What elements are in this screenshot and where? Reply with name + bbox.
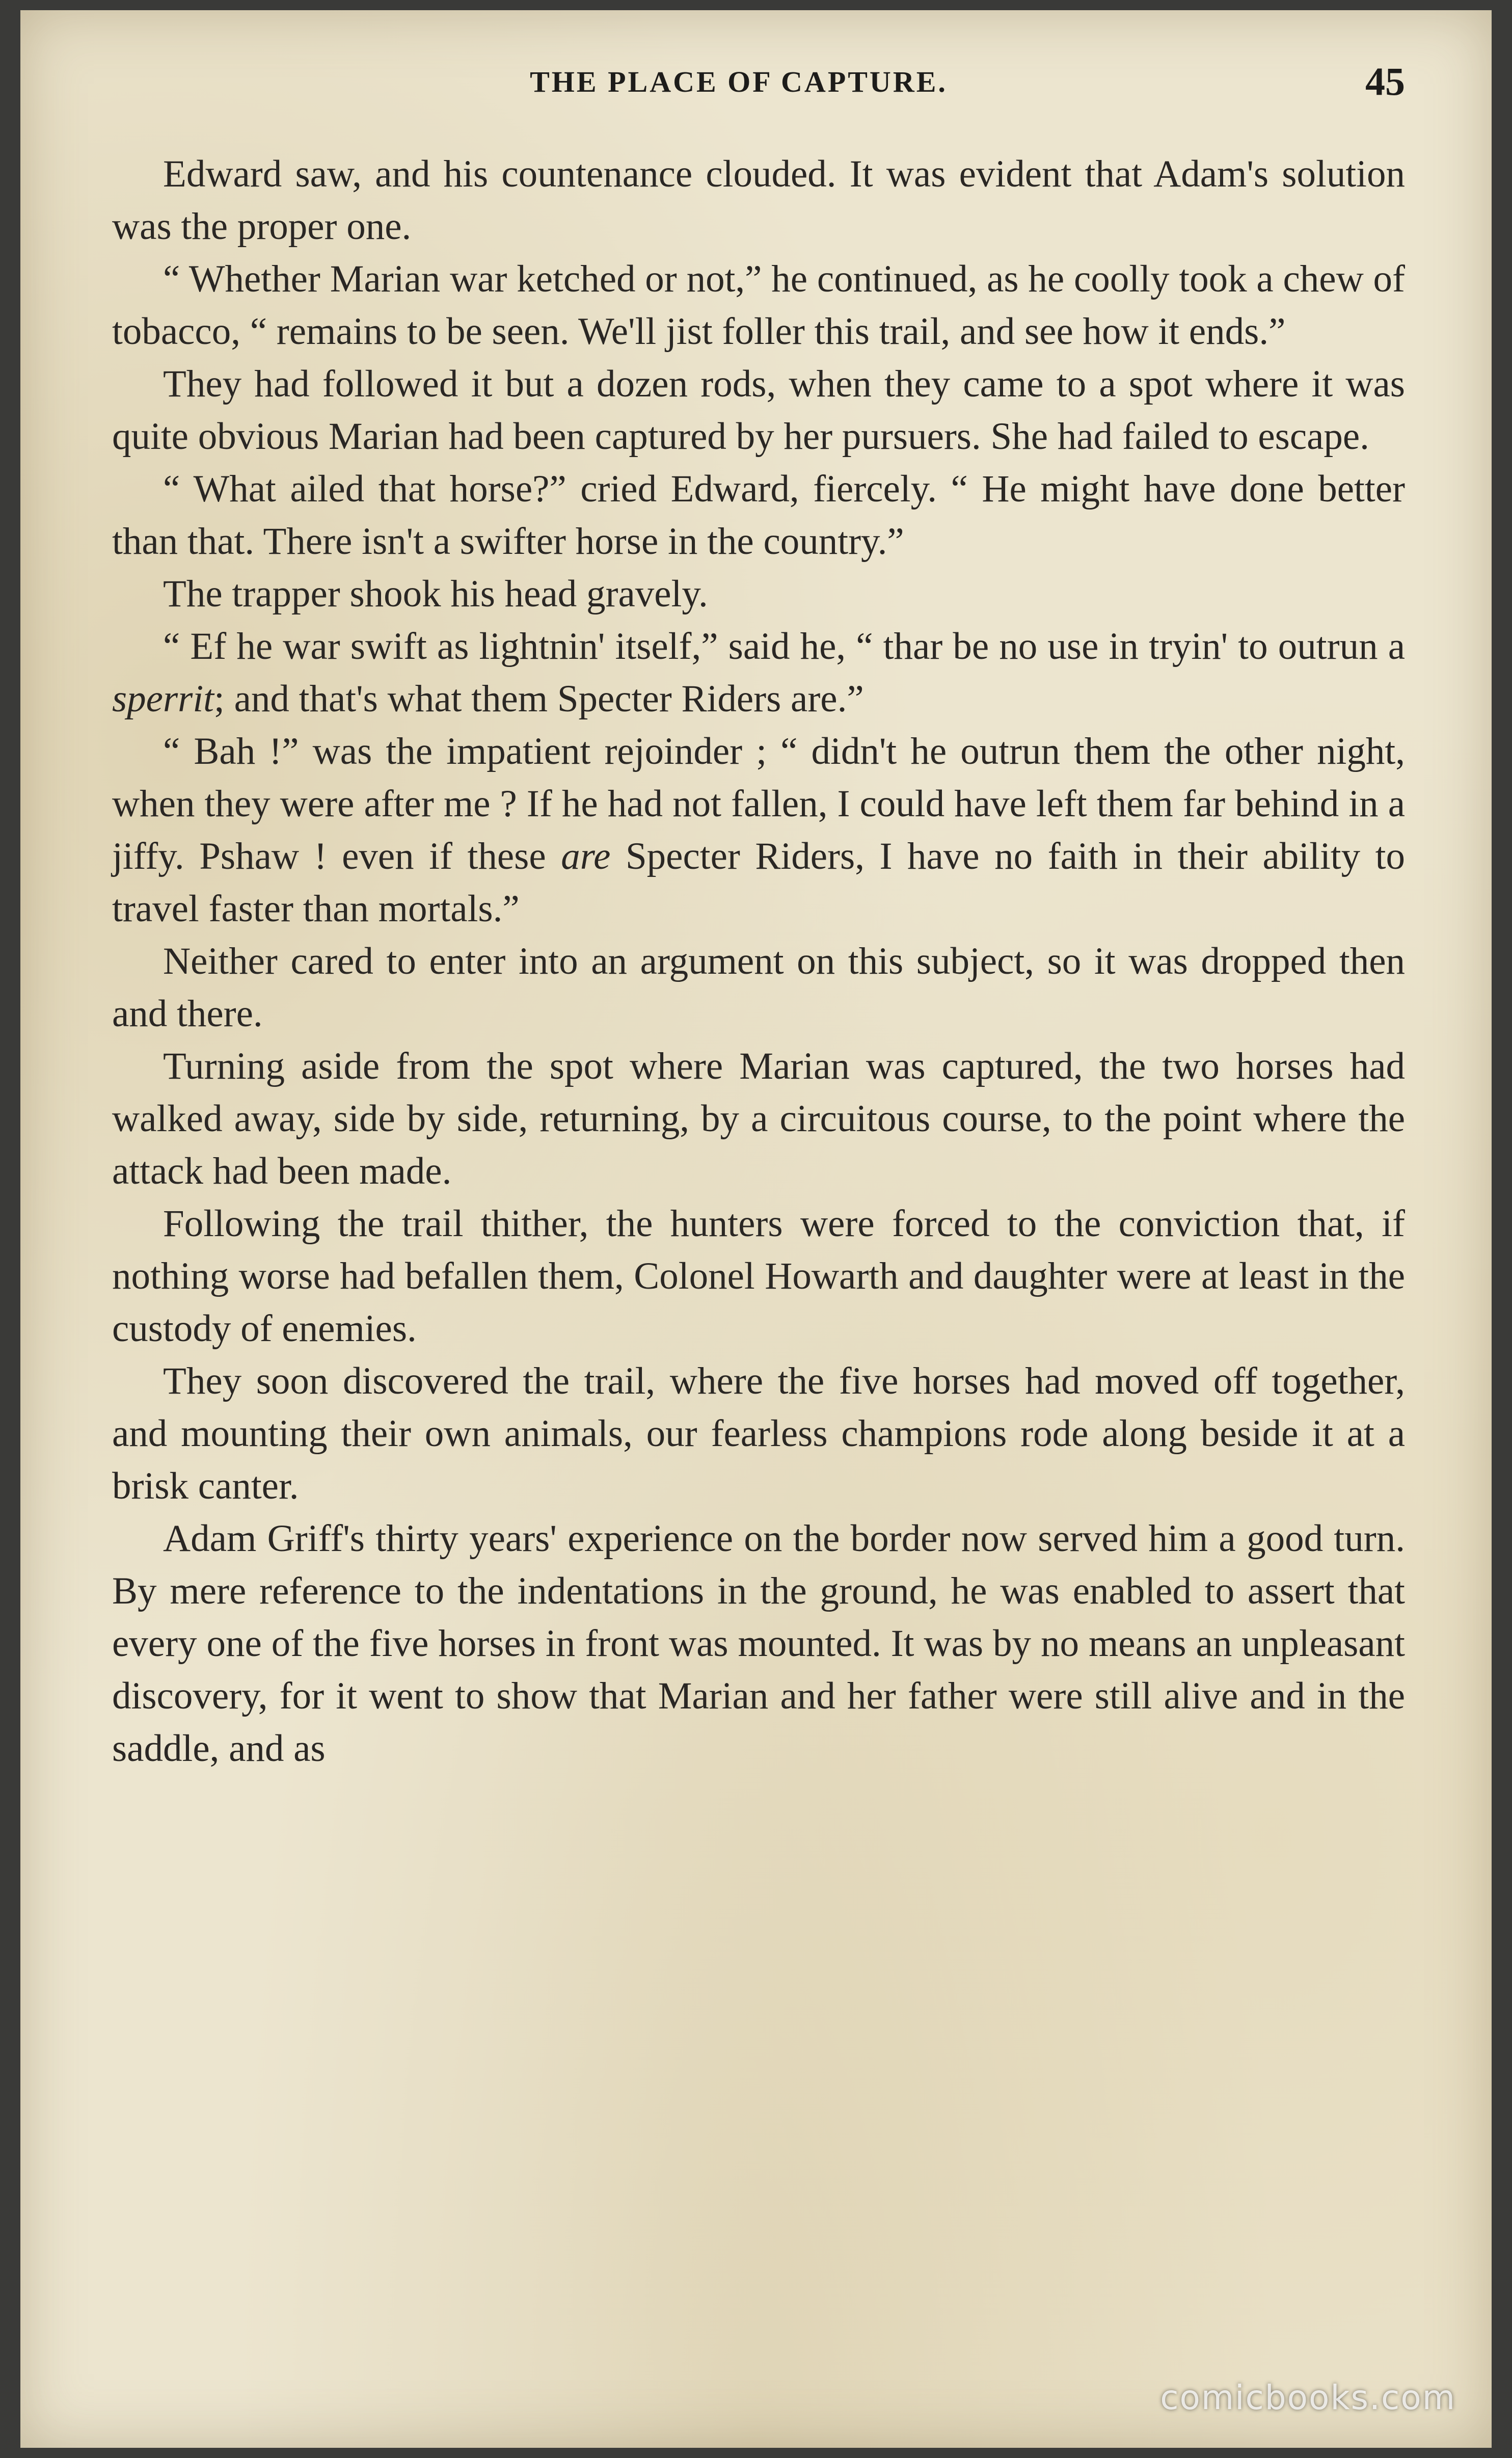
page-header [112, 59, 1405, 104]
paragraph: They soon discovered the trail, where the five horses had moved off together, and mounting their own animals, our fearless champions rode along beside it at a brisk canter. [112, 1360, 1405, 1507]
paragraph: “ Whether Marian war ketched or not,” he continued, as he coolly took a chew of tobacco, “ remains to be seen. We'll jist foller this trail, and see how it ends.” [112, 258, 1405, 353]
italic-word: sperrit [112, 678, 214, 720]
body-text [112, 148, 1405, 1775]
text-run: Specter Riders, I have no faith in their ability to travel faster than mortals.” [112, 835, 1405, 930]
italic-word: are [561, 835, 611, 877]
text-run: “ Ef he war swift as lightnin' itself,” said he, “ thar be no use in tryin' to outrun a [163, 625, 1405, 667]
paragraph: Following the trail thither, the hunters were forced to the conviction that, if nothing worse had befallen them, Colonel Howarth and daughter were at least in the custody of enemies. [112, 1203, 1405, 1350]
paragraph: Turning aside from the spot where Marian was captured, the two horses had walked away, side by side, returning, by a circuitous course, to the point where the attack had been made. [112, 1045, 1405, 1192]
text-run: “ Bah !” was the impatient rejoinder ; “ didn't he outrun them the other night, when they were after me ? If he had not fallen, I could have left them far behind in a jiffy. Pshaw ! even if these [112, 730, 1405, 877]
paragraph: Adam Griff's thirty years' experience on the border now served him a good turn. By mere reference to the indentations in the ground, he was enabled to assert that every one of the five horses in front was mounted. It was by no means an unpleasant discovery, for it went to show that Marian and her father were still alive and in the saddle, and as [112, 1517, 1405, 1770]
paragraph: “ What ailed that horse?” cried Edward, fiercely. “ He might have done better than that. There isn't a swifter horse in the country.” [112, 468, 1405, 563]
paragraph: Edward saw, and his countenance clouded. It was evident that Adam's solution was the proper one. [112, 153, 1405, 248]
running-head: THE PLACE OF CAPTURE. [530, 65, 948, 98]
paragraph: The trapper shook his head gravely. [163, 573, 708, 615]
paragraph: They had followed it but a dozen rods, when they came to a spot where it was quite obvious Marian had been captured by her pursuers. She had failed to escape. [112, 363, 1405, 458]
paragraph [112, 620, 1405, 725]
text-run: ; and that's what them Specter Riders are.” [214, 678, 864, 720]
page-number: 45 [1365, 59, 1405, 103]
paragraph: Neither cared to enter into an argument on this subject, so it was dropped then and there. [112, 940, 1405, 1035]
watermark: comicbooks.com [1160, 2378, 1456, 2417]
paragraph [112, 725, 1405, 935]
book-page [20, 10, 1492, 2448]
